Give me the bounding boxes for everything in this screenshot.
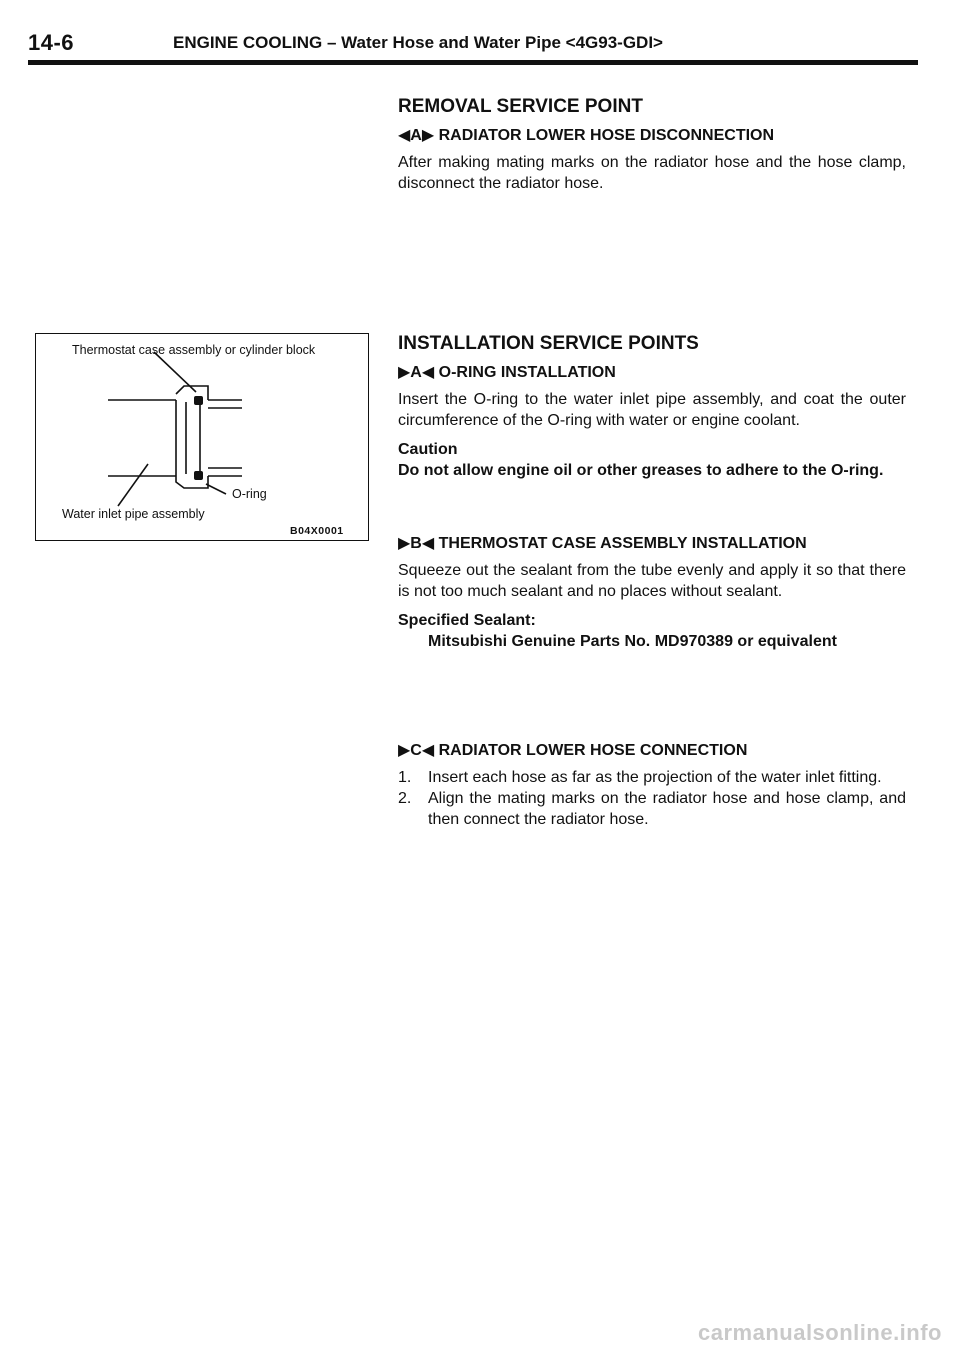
- spec-value: Mitsubishi Genuine Parts No. MD970389 or equivalent: [428, 633, 837, 650]
- marker-a-removal: ◀A▶: [398, 127, 435, 144]
- install-b-title: THERMOSTAT CASE ASSEMBLY INSTALLATION: [438, 535, 807, 552]
- header-title: ENGINE COOLING – Water Hose and Water Pipe <4G93-GDI>: [173, 33, 663, 52]
- oring-figure: [35, 333, 369, 541]
- removal-item-title: RADIATOR LOWER HOSE DISCONNECTION: [438, 127, 775, 144]
- step-number: 2.: [398, 790, 412, 807]
- install-a-title: O-RING INSTALLATION: [438, 364, 616, 381]
- watermark: carmanualsonline.info: [698, 1320, 942, 1345]
- list-item: [398, 767, 906, 788]
- removal-section: [398, 96, 906, 202]
- caution-text: Do not allow engine oil or other greases to adhere to the O-ring.: [398, 462, 884, 479]
- install-c-heading: [398, 740, 906, 761]
- marker-c-install: ▶C◀: [398, 742, 435, 759]
- list-item: [398, 788, 906, 830]
- install-a-text: Insert the O-ring to the water inlet pipe assembly, and coat the outer circumference of the O-ring with water or engine coolant.: [398, 391, 906, 429]
- caution-label: Caution: [398, 441, 458, 458]
- marker-b-install: ▶B◀: [398, 535, 435, 552]
- step-number: 1.: [398, 769, 412, 786]
- install-a-heading: [398, 362, 906, 383]
- spec-label: Specified Sealant:: [398, 612, 536, 629]
- step-text: Align the mating marks on the radiator hose and hose clamp, and then connect the radiator hose.: [428, 790, 906, 828]
- step-text: Insert each hose as far as the projection of the water inlet fitting.: [428, 769, 882, 786]
- removal-text: After making mating marks on the radiator hose and the hose clamp, disconnect the radiator hose.: [398, 154, 906, 192]
- installation-section: [398, 333, 906, 830]
- page-header: [28, 30, 918, 65]
- installation-title: INSTALLATION SERVICE POINTS: [398, 333, 699, 354]
- install-b-heading: [398, 533, 906, 554]
- figure-code: B04X0001: [290, 525, 344, 537]
- install-b-text: Squeeze out the sealant from the tube evenly and apply it so that there is not too much sealant and no places without sealant.: [398, 562, 906, 600]
- page-number: 14-6: [28, 30, 75, 55]
- removal-title: REMOVAL SERVICE POINT: [398, 96, 643, 117]
- removal-item-heading: [398, 125, 906, 146]
- figure-label-pipe: Water inlet pipe assembly: [62, 507, 205, 521]
- figure-label-thermostat: Thermostat case assembly or cylinder block: [72, 343, 316, 357]
- figure-label-oring: O-ring: [232, 487, 267, 501]
- install-c-title: RADIATOR LOWER HOSE CONNECTION: [438, 742, 748, 759]
- marker-a-install: ▶A◀: [398, 364, 435, 381]
